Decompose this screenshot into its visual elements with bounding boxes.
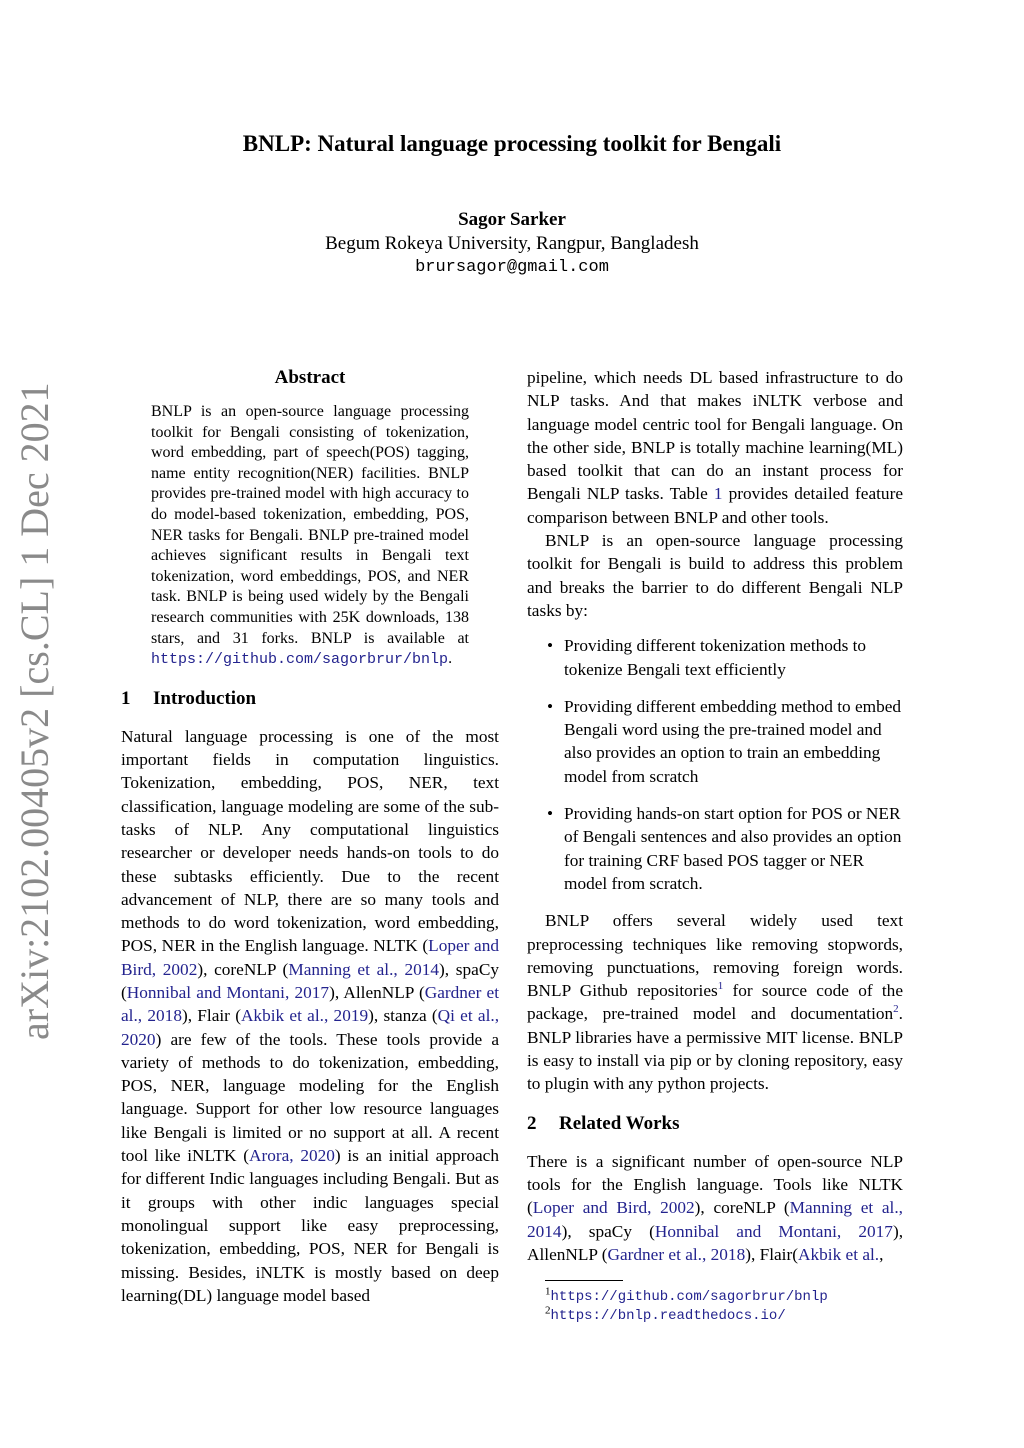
bullet-icon: •	[547, 804, 554, 824]
text-run: ), Flair(	[745, 1244, 798, 1264]
text-run: Natural language processing is one of the most important fields in computation linguistics. Tokenization, embedding, POS, NER, text classification, language modeling are some of the sub-tasks of NLP. Any computational linguistics researcher or developer needs hands-on tools to do these subtasks efficiently. Due to the recent advancement of NLP, there are so many tools and methods to do word tokenization, word embedding, POS, NER in the English language. NLTK (	[121, 726, 499, 956]
text-run: ), AllenNLP (	[527, 1221, 904, 1264]
list-item-text: Providing different tokenization methods to tokenize Bengali text efficiently	[564, 636, 867, 679]
list-item	[547, 802, 903, 895]
list-item-text: Providing hands-on start option for POS or NER of Bengali sentences and also provides an option for training CRF based POS tagger or NER model from scratch.	[564, 804, 902, 893]
abstract-body	[151, 402, 469, 671]
text-run: ) are few of the tools. These tools provide a variety of methods to do tokenization, embedding, POS, NER, language modeling for the English language. Support for other low resource languages like Bengali is limited or no support at all. A recent tool like iNLTK (	[121, 1029, 499, 1166]
footnote-number: 1	[545, 1285, 551, 1298]
text-run: for source code of the package, pre-trained model and documentation	[527, 981, 903, 1024]
citation-qi[interactable]: Qi et al., 2020	[121, 1006, 500, 1049]
text-run: . BNLP libraries have a permissive MIT license. BNLP is easy to install via pip or by cloning repository, easy to plugin with any python projects.	[527, 1004, 903, 1094]
footnote-separator	[545, 1280, 623, 1281]
footnote-mark-1[interactable]: 1	[717, 980, 724, 993]
arxiv-side-label: arXiv:2102.00405v2 [cs.CL] 1 Dec 2021	[12, 382, 57, 1040]
section-title: Introduction	[153, 687, 257, 709]
section-number: 1	[121, 687, 131, 709]
author-block	[0, 208, 1024, 280]
intro-paragraph-3	[527, 909, 903, 1095]
footnote-number: 2	[545, 1304, 551, 1317]
section-heading-introduction	[121, 687, 499, 711]
citation-loper-bird[interactable]: Loper and Bird, 2002	[121, 936, 499, 979]
intro-paragraph-2: BNLP is an open-source language processing toolkit for Bengali is build to address this problem and breaks the barrier to do different Bengali NLP tasks by:	[527, 531, 903, 620]
section-number: 2	[527, 1112, 537, 1134]
list-item	[547, 695, 903, 788]
author-affiliation: Begum Rokeya University, Rangpur, Bangladesh	[325, 233, 699, 254]
citation-akbik[interactable]: Akbik et al., 2019	[240, 1006, 369, 1026]
text-run: ), spaCy (	[121, 959, 500, 1002]
footnote-1	[545, 1287, 903, 1306]
intro-paragraph-continued	[527, 366, 903, 529]
right-column	[527, 366, 903, 1325]
text-run: ), spaCy (	[561, 1221, 655, 1241]
abstract-url-link[interactable]: https://github.com/sagorbrur/bnlp	[151, 651, 449, 669]
citation-gardner[interactable]: Gardner et al., 2018	[607, 1244, 746, 1264]
bullet-icon: •	[547, 636, 554, 656]
footnote-mark-2[interactable]: 2	[893, 1003, 899, 1016]
text-run: There is a significant number of open-source NLP tools for the English language. Tools like NLTK (	[527, 1151, 903, 1218]
abstract-end: .	[448, 650, 453, 668]
citation-honnibal[interactable]: Honnibal and Montani, 2017	[654, 1221, 893, 1241]
citation-manning[interactable]: Manning et al., 2014	[288, 959, 440, 979]
list-item	[547, 634, 903, 681]
citation-arora[interactable]: Arora, 2020	[248, 1146, 335, 1166]
text-run: ), coreNLP (	[197, 959, 289, 979]
left-column	[121, 366, 499, 1307]
section-heading-related-works	[527, 1112, 903, 1136]
text-run: provides detailed feature comparison between BNLP and other tools.	[527, 484, 903, 527]
feature-list	[527, 634, 903, 895]
citation-honnibal[interactable]: Honnibal and Montani, 2017	[126, 982, 330, 1002]
abstract-text: BNLP is an open-source language processing toolkit for Bengali consisting of tokenization, word embedding, part of speech(POS) tagging, name entity recognition(NER) facilities. BNLP provides pre-trained model with high accuracy to do model-based tokenization, embedding, POS, NER tasks for Bengali. BNLP pre-trained model achieves significant results in Bengali text tokenization, word embeddings, POS, and NER task. BNLP is being used widely by the Bengali research communities with 25K downloads, 138 stars, and 31 forks. BNLP is available at	[151, 403, 469, 647]
list-item-text: Providing different embedding method to embed Bengali word using the pre-trained model and also provides an option to train an embedding model from scratch	[564, 696, 902, 786]
author-email[interactable]: brursagor@gmail.com	[415, 258, 609, 277]
text-run: ), coreNLP (	[694, 1198, 790, 1218]
footnote-2	[545, 1306, 903, 1325]
citation-manning[interactable]: Manning et al., 2014	[527, 1198, 903, 1241]
text-run: ), AllenNLP (	[329, 982, 425, 1002]
section-title: Related Works	[559, 1112, 680, 1134]
text-run: ), Flair (	[181, 1006, 241, 1026]
intro-paragraph	[121, 725, 499, 1307]
bullet-icon: •	[547, 696, 554, 716]
text-run: ), stanza (	[368, 1006, 438, 1026]
citation-gardner[interactable]: Gardner et al., 2018	[121, 982, 500, 1026]
citation-loper-bird[interactable]: Loper and Bird, 2002	[532, 1198, 695, 1218]
related-paragraph	[527, 1150, 903, 1266]
table-reference[interactable]: 1	[713, 484, 723, 504]
author-name: Sagor Sarker	[458, 209, 566, 230]
text-run: BNLP offers several widely used text preprocessing techniques like removing stopwords, removing punctuations, removing foreign words. BNLP Github repositories	[527, 911, 903, 1001]
text-run: ,	[879, 1244, 884, 1264]
abstract-heading: Abstract	[274, 367, 346, 388]
footnote-url-link[interactable]: https://bnlp.readthedocs.io/	[550, 1308, 786, 1325]
citation-akbik[interactable]: Akbik et al.	[798, 1244, 880, 1264]
text-run: pipeline, which needs DL based infrastructure to do NLP tasks. And that makes iNLTK verbose and language model centric tool for Bengali language. On the other side, BNLP is totally machine learning(ML) based toolkit that can do an instant process for Bengali NLP tasks. Table	[527, 368, 903, 504]
text-run: ) is an initial approach for different Indic languages including Bengali. But as it groups with other indic languages special monolingual support like easy preprocessing, tokenization, embedding, POS, NER for Bengali is missing. Besides, iNLTK is mostly based on deep learning(DL) language model based	[121, 1146, 499, 1305]
paper-title: BNLP: Natural language processing toolkit for Bengali	[242, 131, 782, 156]
footnote-url-link[interactable]: https://github.com/sagorbrur/bnlp	[550, 1289, 828, 1306]
